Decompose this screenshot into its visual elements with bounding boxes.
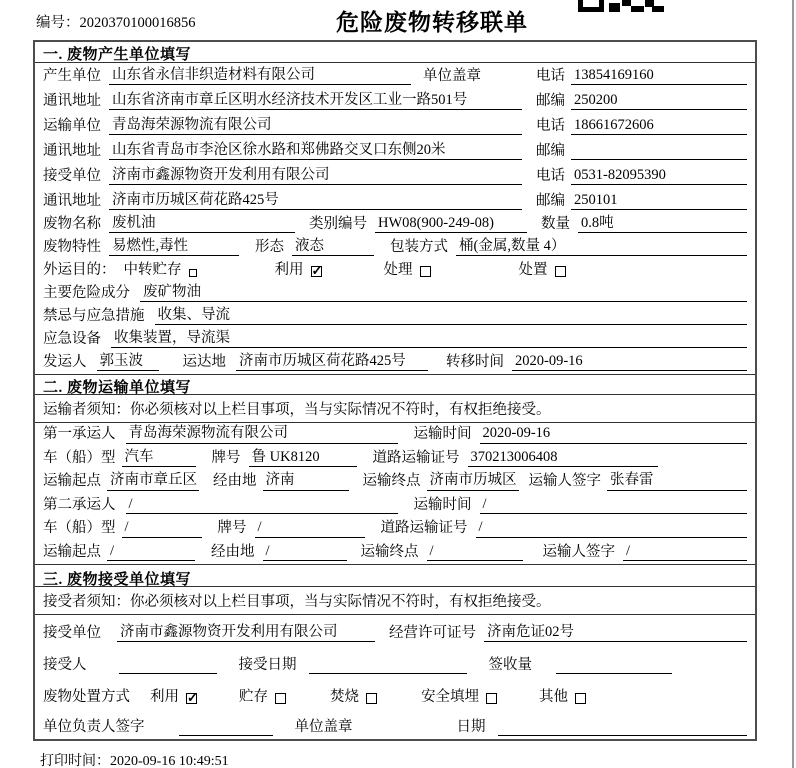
transporter-row [35, 113, 755, 138]
vehicle1-plate-value: 鲁 UK8120 [249, 448, 357, 467]
transporter-phone-label: 电话 [536, 117, 565, 134]
vehicle2-row [35, 517, 755, 541]
taboo-measures-label: 禁忌与应急措施 [43, 307, 145, 324]
transporter-address-label: 通讯地址 [43, 142, 101, 159]
producer-value: 山东省永信非织造材料有限公司 [109, 66, 411, 85]
transporter-zip-value [571, 142, 747, 160]
route1-end-label: 运输终点 [362, 473, 421, 490]
unit-seal-label: 单位盖章 [294, 718, 353, 735]
waste-name-row [35, 213, 755, 236]
waste-name-label: 废物名称 [43, 215, 101, 232]
vehicle1-plate-label: 牌号 [211, 449, 241, 466]
disposal-store-checkbox-icon [275, 693, 286, 704]
accept-unit-label: 接受单位 [43, 624, 101, 641]
transporter-phone-value: 18661672606 [571, 116, 747, 135]
disposal-method-row [35, 677, 755, 709]
responsible-sign-label: 单位负责人签字 [43, 718, 145, 735]
disposal-use-checkbox-icon [186, 693, 197, 704]
sender-label: 发运人 [43, 353, 87, 370]
section2-title: 二. 废物运输单位填写 [35, 374, 755, 395]
section2-notice: 运输者须知：你必须核对以上栏目事项，当与实际情况不符时，有权拒绝接受。 [35, 395, 755, 423]
route2-end-value: / [427, 542, 523, 561]
emergency-equipment-value: 收集装置，导流渠 [111, 329, 747, 348]
carrier1-time-value: 2020-09-16 [480, 424, 748, 443]
waste-category-value: HW08(900-249-08) [375, 214, 527, 233]
vehicle1-cert-value: 370213006408 [468, 448, 658, 467]
manifest-form-table [33, 40, 757, 741]
transporter-value: 青岛海荣源物流有限公司 [109, 116, 522, 135]
carrier2-row [35, 494, 755, 518]
carrier1-row [35, 423, 755, 447]
receiver-address-value: 济南市历城区荷花路425号 [109, 191, 522, 210]
purpose-storage-checkbox-icon [189, 269, 197, 277]
license-value: 济南危证02号 [484, 623, 747, 642]
emergency-equipment-label: 应急设备 [43, 330, 101, 347]
producer-seal-label: 单位盖章 [423, 67, 481, 84]
emergency-equipment-row [35, 328, 755, 351]
route2-via-label: 经由地 [211, 543, 255, 560]
purpose-option-treat [384, 261, 431, 279]
disposal-burn-label: 焚烧 [330, 688, 359, 705]
vehicle1-type-value: 汽车 [122, 448, 196, 467]
waste-property-label: 废物特性 [43, 238, 101, 255]
disposal-option-use [150, 688, 197, 706]
transporter-label: 运输单位 [43, 117, 101, 134]
route2-sign-value: / [623, 542, 747, 561]
license-label: 经营许可证号 [389, 624, 476, 641]
producer-phone-label: 电话 [536, 67, 565, 84]
vehicle1-row [35, 447, 755, 471]
disposal-option-landfill [421, 688, 497, 706]
purpose-option-dispose [519, 261, 566, 279]
disposal-use-label: 利用 [150, 688, 179, 705]
route1-sign-value: 张春雷 [607, 471, 747, 490]
print-time-value: 2020-09-16 10:49:51 [110, 754, 229, 768]
waste-form-value: 液态 [292, 237, 374, 256]
receiver-address-row [35, 188, 755, 213]
disposal-method-label: 废物处置方式 [43, 688, 130, 705]
section3-notice: 接受者须知：你必须核对以上栏目事项，当与实际情况不符时，有权拒绝接受。 [35, 587, 755, 615]
disposal-other-label: 其他 [539, 688, 568, 705]
vehicle1-type-label: 车（船）型 [43, 449, 116, 466]
receiver-value: 济南市鑫源物资开发利用有限公司 [109, 166, 522, 185]
responsible-sign-row [35, 709, 755, 739]
vehicle2-plate-value: / [255, 518, 365, 537]
route2-sign-label: 运输人签字 [542, 543, 615, 560]
accept-person-value [119, 656, 217, 674]
disposal-landfill-label: 安全填埋 [421, 688, 479, 705]
sign-date-value [498, 718, 748, 736]
route1-sign-label: 运输人签字 [528, 473, 601, 490]
carrier1-time-label: 运输时间 [413, 426, 472, 443]
carrier2-label: 第二承运人 [43, 496, 116, 513]
section3-title: 三. 废物接受单位填写 [35, 564, 755, 587]
sender-value: 郭玉波 [97, 352, 159, 371]
purpose-storage-label: 中转贮存 [123, 261, 182, 278]
waste-qty-label: 数量 [541, 215, 570, 232]
purpose-dispose-checkbox-icon [555, 266, 566, 277]
waste-category-label: 类别编号 [309, 215, 367, 232]
receiver-zip-value: 250101 [571, 191, 747, 210]
print-time-label: 打印时间： [40, 754, 110, 768]
purpose-use-checkbox-icon [311, 266, 322, 277]
disposal-option-other [539, 688, 586, 706]
route1-start-label: 运输起点 [43, 473, 101, 490]
producer-zip-label: 邮编 [536, 92, 565, 109]
route2-row [35, 541, 755, 565]
route1-row [35, 470, 755, 494]
destination-value: 济南市历城区荷花路425号 [236, 352, 428, 371]
vehicle2-cert-value: / [476, 518, 748, 537]
route1-via-value: 济南 [263, 471, 349, 490]
producer-address-label: 通讯地址 [43, 92, 101, 109]
taboo-measures-row [35, 305, 755, 328]
purpose-use-label: 利用 [274, 261, 304, 278]
page-right-border [792, 0, 794, 768]
waste-name-value: 废机油 [109, 214, 295, 233]
transporter-address-row [35, 138, 755, 163]
receiver-label: 接受单位 [43, 167, 101, 184]
sender-row [35, 351, 755, 374]
transfer-purpose-label: 外运目的： [43, 261, 116, 278]
disposal-option-burn [330, 688, 377, 706]
carrier2-value: / [126, 495, 398, 514]
route2-start-value: / [107, 542, 195, 561]
accept-date-label: 接受日期 [238, 656, 297, 673]
receiver-row [35, 163, 755, 188]
vehicle2-type-label: 车（船）型 [43, 520, 116, 537]
disposal-other-checkbox-icon [575, 693, 586, 704]
disposal-store-label: 贮存 [239, 688, 268, 705]
responsible-sign-value [179, 718, 273, 736]
receiver-zip-label: 邮编 [536, 192, 565, 209]
sign-qty-label: 签收量 [488, 656, 532, 673]
hazard-component-value: 废矿物油 [140, 283, 747, 302]
vehicle2-cert-label: 道路运输证号 [380, 520, 468, 537]
purpose-dispose-label: 处置 [518, 261, 548, 278]
producer-row [35, 63, 755, 88]
route2-via-value: / [263, 542, 347, 561]
route2-end-label: 运输终点 [360, 543, 419, 560]
receiver-phone-label: 电话 [536, 167, 565, 184]
waste-property-row [35, 236, 755, 259]
waste-form-label: 形态 [255, 238, 284, 255]
carrier1-label: 第一承运人 [43, 426, 116, 443]
carrier2-time-value: / [480, 495, 748, 514]
route1-start-value: 济南市章丘区 [107, 471, 199, 490]
carrier1-value: 青岛海荣源物流有限公司 [126, 424, 398, 443]
sign-date-label: 日期 [456, 718, 486, 735]
page-title: 危险废物转移联单 [336, 10, 528, 35]
destination-label: 运达地 [182, 353, 226, 370]
disposal-option-store [239, 688, 286, 706]
purpose-option-use [275, 261, 322, 279]
transporter-address-value: 山东省青岛市李沧区徐水路和郑佛路交叉口东侧20米 [109, 141, 522, 160]
qr-code-icon [578, 0, 664, 12]
transfer-time-value: 2020-09-16 [512, 352, 747, 371]
receiver-address-label: 通讯地址 [43, 192, 101, 209]
section1-title: 一. 废物产生单位填写 [35, 42, 755, 63]
transfer-purpose-row [35, 259, 755, 282]
receiver-phone-value: 0531-82095390 [571, 166, 747, 185]
producer-address-value: 山东省济南市章丘区明水经济技术开发区工业一路501号 [109, 91, 522, 110]
disposal-landfill-checkbox-icon [486, 693, 497, 704]
hazard-component-label: 主要危险成分 [43, 284, 130, 301]
route1-end-value: 济南市历城区 [427, 471, 519, 490]
purpose-treat-label: 处理 [383, 261, 413, 278]
purpose-treat-checkbox-icon [420, 266, 431, 277]
packing-value: 桶(金属,数量 4） [456, 237, 747, 256]
transporter-zip-label: 邮编 [536, 142, 565, 159]
doc-number [36, 11, 196, 32]
packing-label: 包装方式 [390, 238, 448, 255]
vehicle2-plate-label: 牌号 [217, 520, 247, 537]
waste-qty-value: 0.8吨 [578, 214, 747, 233]
route1-via-label: 经由地 [213, 473, 257, 490]
producer-phone-value: 13854169160 [571, 66, 747, 85]
vehicle2-type-value: / [122, 518, 202, 537]
doc-number-value: 2020370100016856 [79, 15, 196, 31]
route2-start-label: 运输起点 [43, 543, 101, 560]
accept-unit-row [35, 615, 755, 645]
producer-label: 产生单位 [43, 67, 101, 84]
vehicle1-cert-label: 道路运输证号 [372, 449, 460, 466]
carrier2-time-label: 运输时间 [413, 496, 472, 513]
producer-zip-value: 250200 [571, 91, 747, 110]
waste-property-value: 易燃性,毒性 [109, 237, 239, 256]
accept-date-value [309, 656, 467, 674]
hazard-component-row [35, 282, 755, 305]
print-time [40, 750, 229, 768]
doc-number-label: 编号： [36, 15, 80, 31]
accept-unit-value: 济南市鑫源物资开发利用有限公司 [117, 623, 375, 642]
transfer-time-label: 转移时间 [446, 353, 504, 370]
accept-person-row [35, 645, 755, 677]
taboo-measures-value: 收集、导流 [155, 306, 748, 325]
disposal-burn-checkbox-icon [366, 693, 377, 704]
purpose-option-storage [124, 261, 197, 279]
sign-qty-value [556, 656, 672, 674]
producer-address-row [35, 88, 755, 113]
accept-person-label: 接受人 [43, 656, 87, 673]
